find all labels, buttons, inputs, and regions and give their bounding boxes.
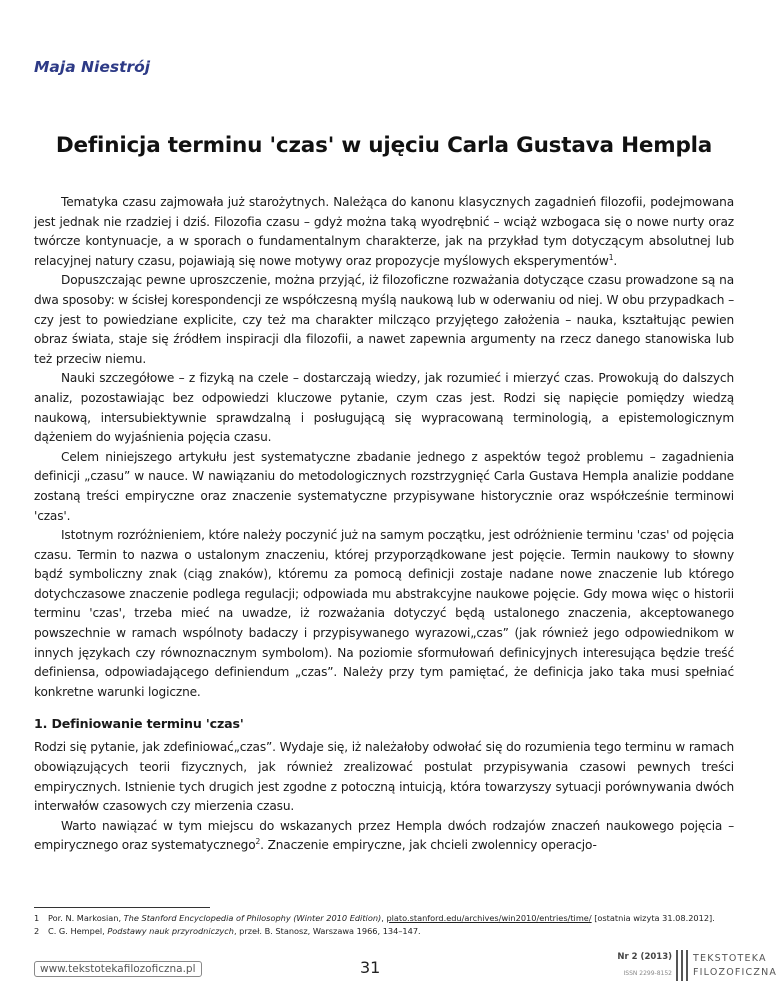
issn: ISSN 2299-8152	[623, 970, 672, 977]
paragraph-5: Istotnym rozróżnieniem, które należy poczynić już na samym początku, jest odróżnienie terminu 'czas' od pojęcia czasu. Termin to nazwa o ustalonym znaczeniu, której przyporządkowane jest pojęcie. Termin naukowy to słowny bądź symboliczny znak (ciąg znaków), któremu za pomocą definicji zostaje nadane nowe znaczenie lub którego dotychczasowe znaczenie podlega regulacji; odpowiada mu abstrakcyjne naukowe pojęcie. Gdy mowa więc o historii terminu 'czas', trzeba mieć na uwadze, iż rozważania dotyczyć będą ustalonego znaczenia, akceptowanego powszechnie w ramach wspólnoty badaczy i przypisywanego wyrazowi„czas” (jak również jego odpowiednikom w innych językach czy równoznacznym symbolom). Na poziomie sformułowań definicyjnych interesująca będzie treść definiensa, odpowiadającego definiendum „czas”. Należy przy tym pamiętać, że definicja jako taka musi spełniać konkretne warunki logiczne.	[34, 528, 734, 699]
footnote-1-link[interactable]: plato.stanford.edu/archives/win2010/entries/time/	[386, 913, 592, 923]
issue-number: Nr 2 (2013)	[617, 952, 672, 962]
footnote-divider	[34, 907, 210, 908]
section-heading: 1. Definiowanie terminu 'czas'	[34, 716, 244, 732]
footnote-ref-2[interactable]: 2	[255, 837, 261, 847]
paragraph-3: Nauki szczegółowe – z fizyką na czele – dostarczają wiedzy, jak rozumieć i mierzyć czas. Prowokują do dalszych analiz, pozostawiając bez odpowiedzi kluczowe pytanie, czym czas jest. Rodzi się napięcie pomiędzy wiedzą naukową, intersubiektywnie sprawdzalną i posługującą się wypracowaną terminologią, a epistemologicznym dążeniem do wyjaśnienia pojęcia czasu.	[34, 371, 734, 445]
author-name: Maja Niestrój	[34, 58, 151, 76]
page-number: 31	[360, 958, 381, 977]
footnote-1: 1 Por. N. Markosian, The Stanford Encyclopedia of Philosophy (Winter 2010 Edition), plato.stanford.edu/archives/win2010/entries/time/ [ostatnia wizyta 31.08.2012].	[34, 913, 715, 923]
paragraph-6: Rodzi się pytanie, jak zdefiniować„czas”. Wydaje się, iż należałoby odwołać się do rozumienia tego terminu w ramach obowiązujących teorii fizycznych, jak również zrealizować postulat przypisywania czasowi pewnych treści empirycznych. Istnienie tych drugich jest zgodne z potoczną intuicją, która towarzyszy sytuacji porównywania dwóch interwałów czasowych czy mierzenia czasu.	[34, 740, 734, 814]
journal-logo: TEKSTOTEKA FILOZOFICZNA	[693, 953, 777, 978]
article-title: Definicja terminu 'czas' w ujęciu Carla Gustava Hempla	[55, 133, 713, 158]
journal-url[interactable]: www.tekstotekafilozoficzna.pl	[34, 961, 202, 977]
footnote-ref-1[interactable]: 1	[608, 252, 614, 262]
footnotes	[34, 912, 734, 939]
article-body	[34, 193, 734, 856]
paragraph-4: Celem niniejszego artykułu jest systematyczne zbadanie jednego z aspektów tegoż problemu – zagadnienia definicji „czasu” w nauce. W nawiązaniu do metodologicznych rozstrzygnięć Carla Gustava Hempla analizie poddane zostaną treści empiryczne oraz znaczenie systematyczne przypisywane historycznie oraz współcześnie terminowi 'czas'.	[34, 449, 734, 523]
footnote-2: 2 C. G. Hempel, Podstawy nauk przyrodniczych, przeł. B. Stanosz, Warszawa 1966, 134–147.	[34, 926, 421, 937]
paragraph-1: Tematyka czasu zajmowała już starożytnych. Należąca do kanonu klasycznych zagadnień filozofii, podejmowana jest jednak nie rzadziej i dziś. Filozofia czasu – gdyż można taką wyodrębnić – wciąż wzbogaca się o nowe nurty oraz twórcze kontynuacje, a w sporach o fundamentalnym charakterze, jak na przykład tym dotyczącym absolutnej lub relacyjnej natury czasu, pojawiają się nowe motywy oraz propozycje myślowych eksperymentów$^1$.	[34, 195, 734, 268]
paragraph-2: Dopuszczając pewne uproszczenie, można przyjąć, iż filozoficzne rozważania dotyczące czasu prowadzone są na dwa sposoby: w ścisłej korespondencji ze współczesną myślą naukową lub w oderwaniu od niej. W obu przypadkach – czy jest to powiedziane explicite, czy też ma charakter milcząco przyjętego założenia – nauka, kształtując pewien obraz świata, staje się źródłem inspiracji dla filozofii, a nawet zapewnia argumenty na rzecz danego stanowiska lub też przeciw niemu.	[34, 273, 734, 366]
journal-brand	[604, 950, 777, 984]
logo-bars-icon	[676, 950, 690, 981]
paragraph-7: Warto nawiązać w tym miejscu do wskazanych przez Hempla dwóch rodzajów znaczeń naukowego pojęcia – empirycznego oraz systematycznego$^2$. Znaczenie empiryczne, jak chcieli zwolennicy operacjo-	[34, 818, 734, 853]
